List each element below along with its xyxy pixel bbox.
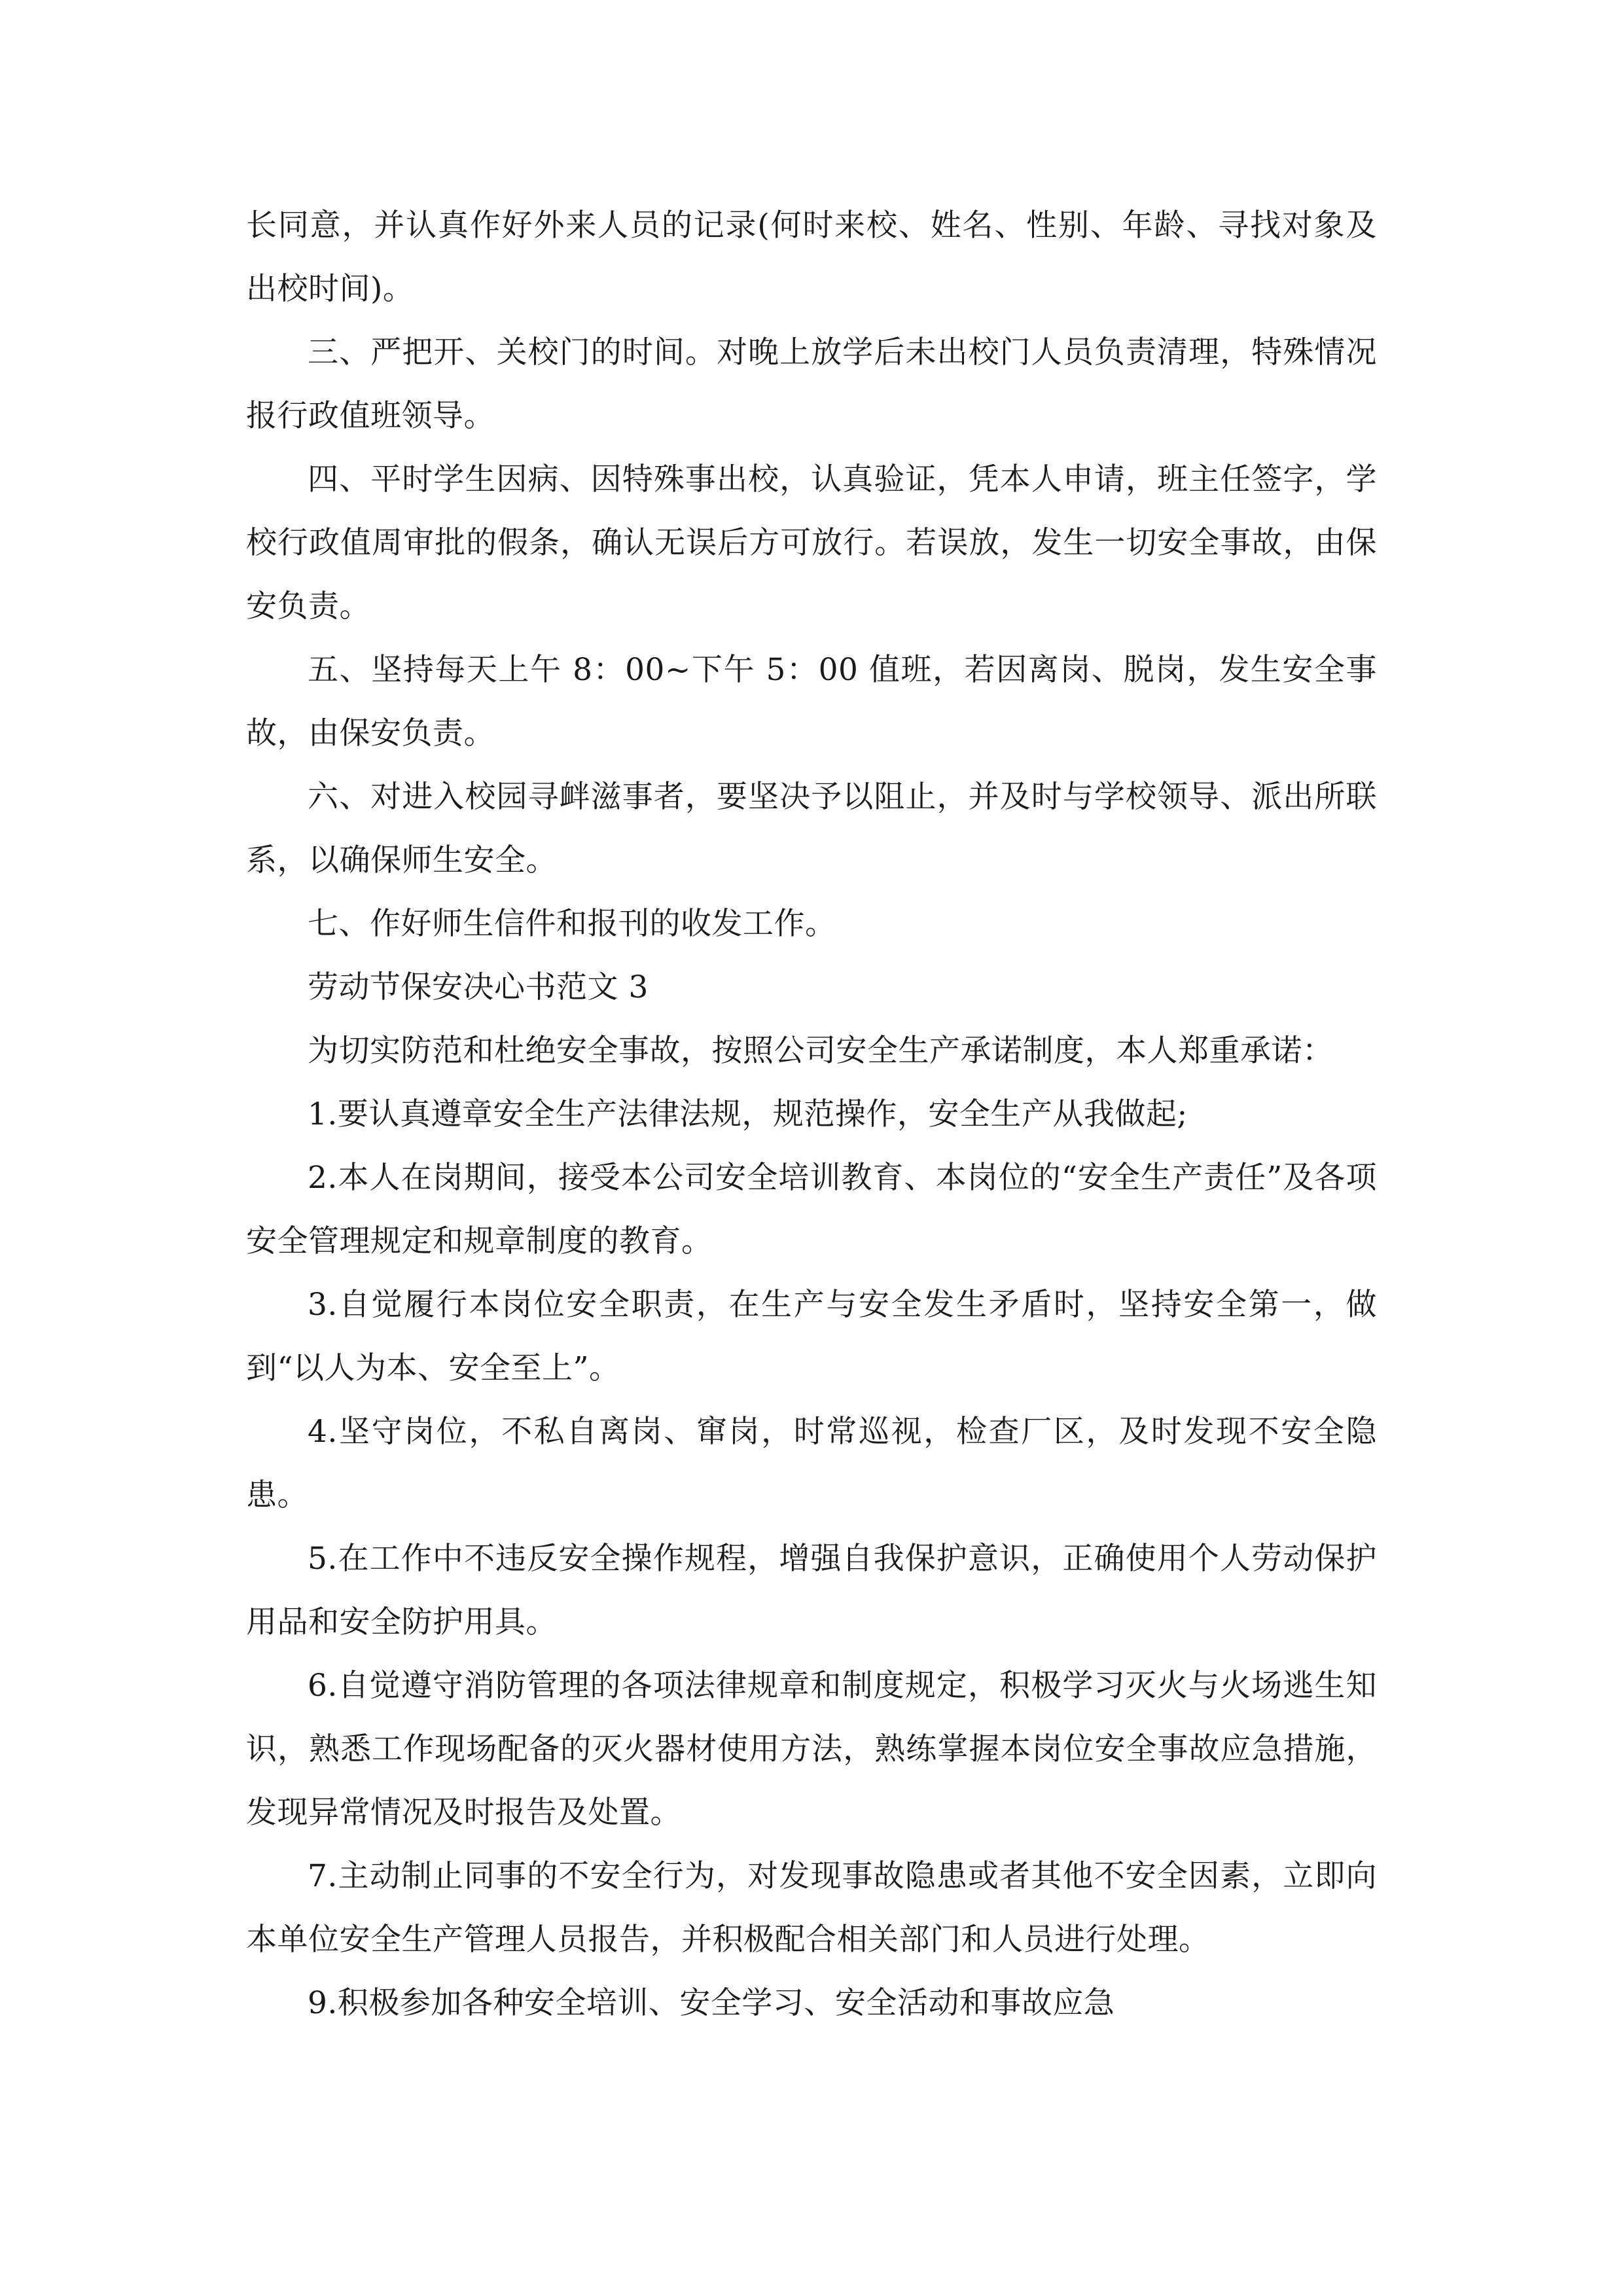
rule-paragraph-5: 五、坚持每天上午 8：00~下午 5：00 值班，若因离岗、脱岗，发生安全事故，由保安负责。 (246, 652, 1377, 751)
pledge-item-4: 4.坚守岗位，不私自离岗、窜岗，时常巡视，检查厂区，及时发现不安全隐患。 (246, 1414, 1377, 1513)
rule-paragraph-4: 四、平时学生因病、因特殊事出校，认真验证，凭本人申请，班主任签字，学校行政值周审批的假条，确认无误后方可放行。若误放，发生一切安全事故，由保安负责。 (246, 461, 1377, 624)
rule-paragraph-3: 三、严把开、关校门的时间。对晚上放学后未出校门人员负责清理，特殊情况报行政值班领导。 (246, 334, 1377, 434)
pledge-item-3: 3.自觉履行本岗位安全职责，在生产与安全发生矛盾时，坚持安全第一，做到“以人为本、安全至上”。 (246, 1287, 1377, 1386)
rule-paragraph-7: 七、作好师生信件和报刊的收发工作。 (308, 906, 836, 942)
pledge-item-5: 5.在工作中不违反安全操作规程，增强自我保护意识，正确使用个人劳动保护用品和安全防护用具。 (246, 1541, 1377, 1640)
continuation-paragraph: 长同意，并认真作好外来人员的记录(何时来校、姓名、性别、年龄、寻找对象及出校时间)。 (246, 207, 1377, 307)
pledge-item-9: 9.积极参加各种安全培训、安全学习、安全活动和事故应急 (308, 1985, 1115, 2021)
rule-paragraph-6: 六、对进入校园寻衅滋事者，要坚决予以阻止，并及时与学校领导、派出所联系，以确保师生安全。 (246, 779, 1377, 878)
pledge-item-2: 2.本人在岗期间，接受本公司安全培训教育、本岗位的“安全生产责任”及各项安全管理规定和规章制度的教育。 (246, 1160, 1377, 1259)
pledge-item-1: 1.要认真遵章安全生产法律法规，规范操作，安全生产从我做起; (308, 1096, 1188, 1132)
document-body (246, 194, 1377, 2035)
pledge-item-7: 7.主动制止同事的不安全行为，对发现事故隐患或者其他不安全因素，立即向本单位安全生产管理人员报告，并积极配合相关部门和人员进行处理。 (246, 1858, 1377, 1958)
intro-paragraph: 为切实防范和杜绝安全事故，按照公司安全生产承诺制度，本人郑重承诺： (308, 1033, 1334, 1069)
pledge-item-6: 6.自觉遵守消防管理的各项法律规章和制度规定，积极学习灭火与火场逃生知识，熟悉工作现场配备的灭火器材使用方法，熟练掌握本岗位安全事故应急措施，发现异常情况及时报告及处置。 (246, 1668, 1377, 1831)
section-title: 劳动节保安决心书范文 3 (308, 969, 649, 1005)
